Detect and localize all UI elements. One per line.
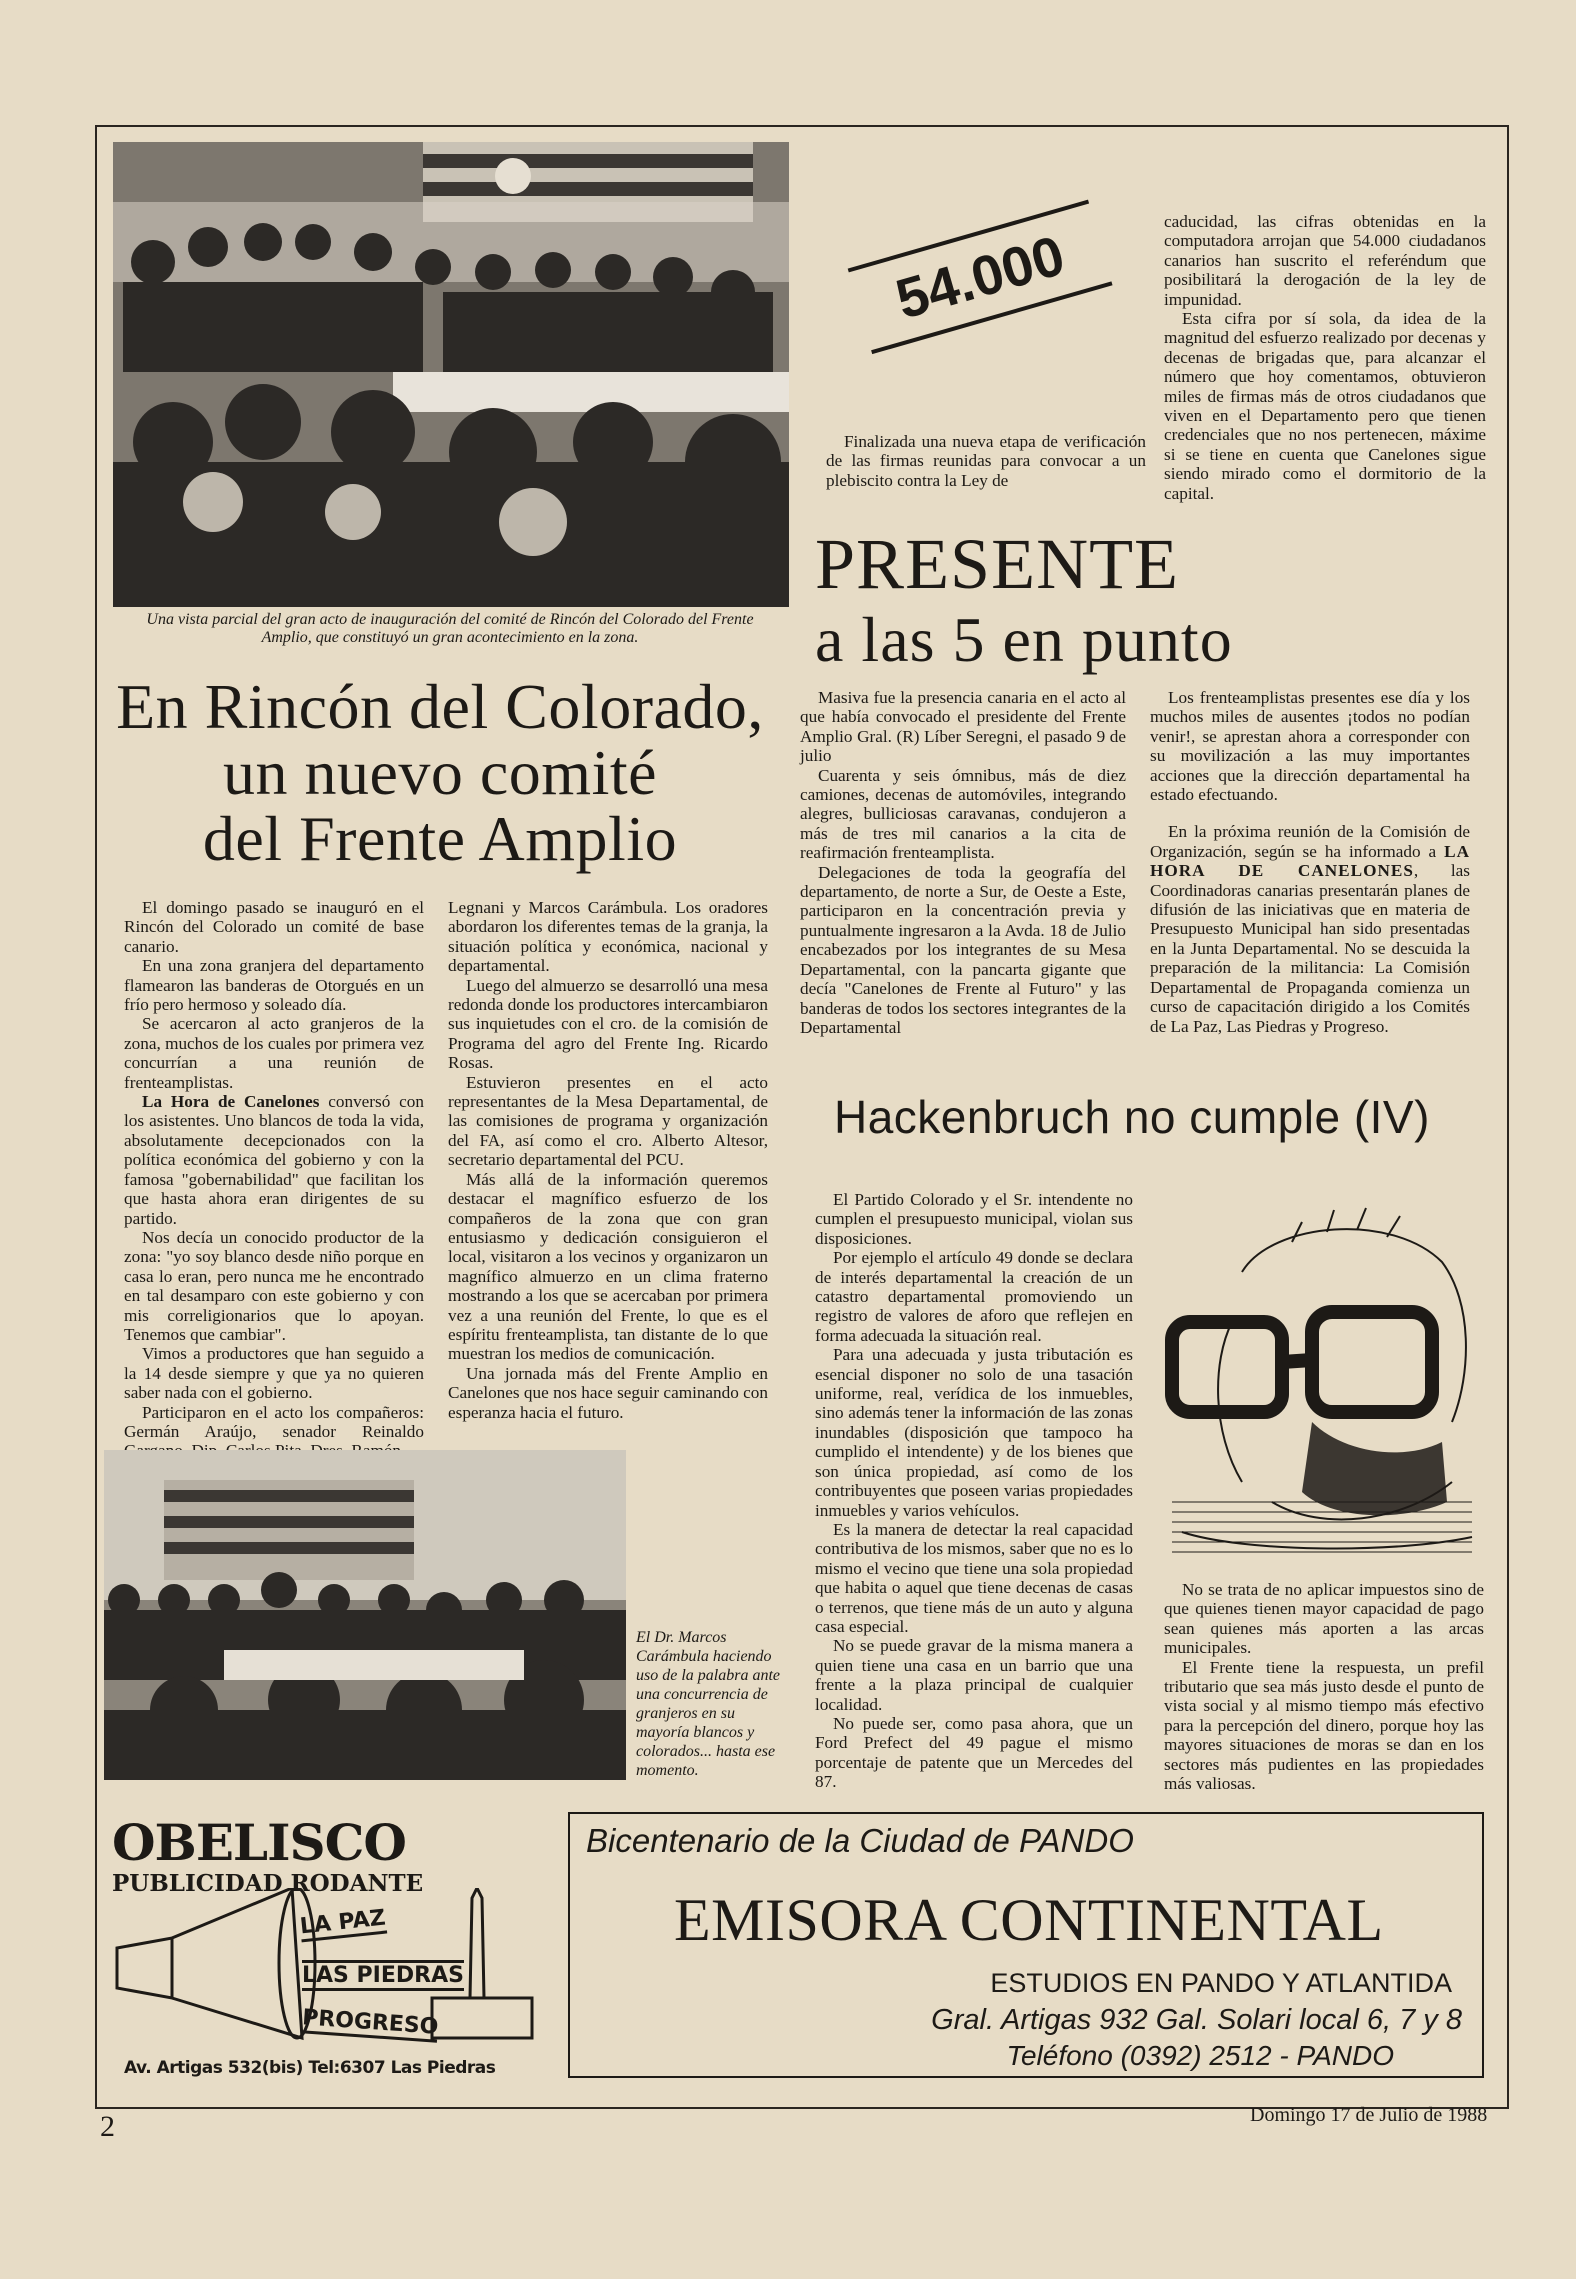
presente-col2-para-2: [1150, 822, 1470, 1035]
emisora-phone: Teléfono (0392) 2512 - PANDO: [1006, 2040, 1394, 2071]
firmas-intro-text: Finalizada una nueva etapa de verificación de las firmas reunidas para convocar a un plebiscito contra la Ley de: [826, 432, 1146, 490]
ad-obelisco: [112, 1813, 542, 2088]
presente-newspaper-name: LA HORA DE CANELONES: [1150, 841, 1470, 881]
obelisco-place-3: PROGRESO: [301, 2005, 439, 2042]
rincon-para-2: En una zona granjera del departamento flamearon las banderas de Otorgués en un frío pero hermoso y soleado día.: [124, 956, 424, 1015]
hack-para-4: Es la manera de detectar la real capacidad contributiva de los mismos, saber que no es lo mismo el vecino que tiene una sola propiedad que habita o aquel que tiene decenas de casas o terrenos, que tiene más de un auto y alguna casa especial.: [815, 1519, 1133, 1636]
hackenbruch-col-1: [815, 1190, 1133, 1792]
presente-col-2: [1150, 688, 1470, 1036]
rincon-col2-para-1: Luego del almuerzo se desarrolló una mesa redonda donde los productores intercambiaron sus inquietudes con el cro. de la comisión de Programa del agro del Frente Ing. Ricardo Rosas.: [448, 975, 768, 1073]
hack-para-6: No puede ser, como pasa ahora, que un Ford Prefect del 49 pague el mismo porcentaje de patente que un Mercedes del 87.: [815, 1713, 1133, 1792]
ad-emisora-continental: [568, 1812, 1484, 2078]
rincon-headline-line2: un nuevo comité: [222, 737, 658, 808]
rincon-para-5: Nos decía un conocido productor de la zona: "yo soy blanco desde niño porque en casa lo eran, pero nunca me he encontrado en tal desamparo con este gobierno y con mis correligionarios que lo apoyan. Tenemos que cambiar".: [124, 1227, 424, 1344]
rincon-headline: [100, 671, 780, 874]
rincon-col2-para-2: Estuvieron presentes en el acto representantes de la Mesa Departamental, de las comisiones de programa y organización del FA, así como el cro. Alberto Altesor, secretario departamental del PCU.: [448, 1072, 768, 1170]
rincon-para-1: El domingo pasado se inauguró en el Rincón del Colorado un comité de base canario.: [124, 898, 424, 956]
caricature-drawing: [1152, 1202, 1482, 1562]
photo-rincon-crowd: [113, 142, 789, 607]
emisora-address: Gral. Artigas 932 Gal. Solari local 6, 7 y 8: [931, 2004, 1462, 2036]
presente-col-1: [800, 688, 1126, 1037]
hack-para-3: Para una adecuada y justa tributación es esencial disponer no solo de una tasación uniforme, real, verídica de los inmuebles, sino además tener la información de las zonas inundables (disposición que tampoco ha cumplido el intendente) y de los bienes que son única propiedad, así como de los contribuyentes que poseen varias propiedades inmuebles y varios vehículos.: [815, 1345, 1133, 1520]
rincon-para-4-rest: conversó con los asistentes. Uno blancos de toda la vida, absolutamente decepcionados con la política económica del gobierno y con la famosa "gobernabilidad" que facilitan los que hasta ahora eran dirigentes de su partido.: [124, 1092, 424, 1228]
presente-headline-2: a las 5 en punto: [815, 604, 1233, 675]
rincon-col2-start: Legnani y Marcos Carámbula. Los oradores abordaron los diferentes temas de la granja, la situación política y económica, nacional y departamental.: [448, 898, 768, 976]
photo-carambula-speaking: [104, 1450, 626, 1780]
rincon-col2-para-4: Una jornada más del Frente Amplio en Canelones que nos hace seguir caminando con esperanza hacia el futuro.: [448, 1363, 768, 1422]
firmas-para-2: Esta cifra por sí sola, da idea de la magnitud del esfuerzo realizado por decenas y decenas de brigadas que, para alcanzar el número que hoy comentamos, obtuvieron miles de firmas más de otros ciudadanos que viven en el Departamento pero que tienen credenciales que no nos pertenecen, máxime si se tiene en cuenta que Canelones sigue siendo mirado como el dormitorio de la capital.: [1164, 309, 1486, 503]
hack-col2-para-2: El Frente tiene la respuesta, un prefil tributario que sea más justo desde el punto de vista social y al mismo tiempo más efectivo para la percepción del dinero, porque hoy las mayores situaciones de moras se dan en los sectores más pudientes en las propiedades más valiosas.: [1164, 1657, 1484, 1794]
rincon-col-2: [448, 898, 768, 1422]
rincon-headline-line3: del Frente Amplio: [202, 803, 678, 874]
obelisco-place-2: LAS PIEDRAS: [302, 1960, 464, 1991]
photo1-caption: Una vista parcial del gran acto de inauguración del comité de Rincón del Colorado del Frente Amplio, que constituyó un gran acontecimiento en la zona.: [146, 611, 754, 646]
rincon-col-1: [124, 898, 424, 1461]
presente-col2-para-2-start: En la próxima reunión de la Comisión de Organización, según se ha informado a: [1150, 822, 1470, 861]
rincon-para-6: Vimos a productores que han seguido a la 14 desde siempre y que ya no quieren saber nada con el gobierno.: [124, 1344, 424, 1403]
firmas-intro: [826, 432, 1146, 490]
photo2-caption: El Dr. Marcos Carámbula haciendo uso de la palabra ante una concurrencia de granjeros en su mayoría blancos y colorados... hasta ese momento.: [636, 1629, 780, 1779]
firmas-right-col: [1164, 212, 1486, 503]
rincon-headline-line1: En Rincón del Colorado,: [116, 671, 764, 742]
emisora-studios: ESTUDIOS EN PANDO Y ATLANTIDA: [990, 1968, 1452, 1998]
rincon-para-4: [124, 1092, 424, 1228]
presente-para-1: Masiva fue la presencia canaria en el acto al que había convocado el presidente del Frente Amplio Gral. (R) Líber Seregni, el pasado 9 de julio: [800, 688, 1126, 766]
hack-para-5: No se puede gravar de la misma manera a quien tiene una casa en un barrio que una frente a la plaza principal de cualquier localidad.: [815, 1636, 1133, 1714]
stamp-54000: [858, 223, 1108, 342]
presente-col2-para-1: Los frenteamplistas presentes ese día y los muchos miles de ausentes ¡todos no podían venir!, se aprestan ahora a corresponder con su movilización a las muy importantes acciones que la dirección departamental ha estado efectuando.: [1150, 688, 1470, 805]
hack-para-1: El Partido Colorado y el Sr. intendente no cumplen el presupuesto municipal, violan sus disposiciones.: [815, 1190, 1133, 1248]
obelisco-place-1: LA PAZ: [299, 1906, 387, 1943]
obelisco-sub: PUBLICIDAD RODANTE: [112, 1870, 424, 1897]
presente-para-3: Delegaciones de toda la geografía del departamento, de norte a Sur, de Oeste a Este, participaron en la concentración previa y puntualmente ingresaron a la Avda. 18 de Julio encabezados por los integrantes de su Mesa Departamental, con la pancarta gigante que decía "Canelones de Frente al Futuro" y las banderas de todos los sectores integrantes de la Departamental: [800, 862, 1126, 1037]
stamp-number: 54.000: [889, 223, 1072, 331]
firmas-para-1: caducidad, las cifras obtenidas en la computadora arrojan que 54.000 ciudadanos canarios han suscrito el referéndum que posibilitará la derogación de la ley de impunidad.: [1164, 212, 1486, 309]
hackenbruch-headline: Hackenbruch no cumple (IV): [834, 1091, 1430, 1143]
rincon-col2-para-3: Más allá de la información queremos destacar el magnífico esfuerzo de los compañeros de la zona que con gran entusiasmo y dedicación consiguieron el local, visitaron a los vecinos y organizaron un magnífico almuerzo en un clima fraterno mostrando a los que se acercaban por primera vez a una reunión del Frente, lo que es el espíritu frenteamplista, tan distante de lo que muestran los medios de comunicación.: [448, 1169, 768, 1364]
rincon-para-3: Se acercaron al acto granjeros de la zona, muchos de los cuales por primera vez concurrían a una reunión de frenteamplistas.: [124, 1014, 424, 1092]
rincon-newspaper-name: La Hora de Canelones: [142, 1092, 320, 1112]
rincon-para-7: Participaron en el acto los compañeros: Germán Araújo, senador Reinaldo: [124, 1402, 424, 1441]
hack-para-2: Por ejemplo el artículo 49 donde se declara de interés departamental la creación de un catastro departamental promoviendo un registro de valores de aforo que reflejen en forma adecuada la situación real.: [815, 1248, 1133, 1345]
presente-headline-1: PRESENTE: [815, 524, 1180, 604]
hack-col2-para-1: No se trata de no aplicar impuestos sino de que quienes tienen mayor capacidad de pago sean quienes más aporten a las arcas municipales.: [1164, 1580, 1484, 1658]
page-number: 2: [100, 2110, 115, 2143]
presente-para-2: Cuarenta y seis ómnibus, más de diez camiones, decenas de automóviles, integrando alegres, bulliciosas caravanas, condujeron a más de tres mil canarios a la cita de reafirmación frenteamplista.: [800, 765, 1126, 863]
hackenbruch-col-2: [1164, 1580, 1484, 1793]
obelisco-address: Av. Artigas 532(bis) Tel:6307 Las Piedras: [124, 2058, 496, 2078]
emisora-name: EMISORA CONTINENTAL: [674, 1887, 1384, 1953]
presente-col2-para-2-rest: , las Coordinadoras canarias presentarán planes de difusión de las iniciativas que en materia de Presupuesto Municipal han sido presentadas en la Junta Departamental. No se descuida la preparación de la militancia: La Comisión Departamental de Propaganda comienza un curso de capacitación dirigido a los Comités de La Paz, Las Piedras y Progreso.: [1150, 861, 1470, 1036]
page-date: Domingo 17 de Julio de 1988: [1250, 2104, 1488, 2126]
emisora-tagline: Bicentenario de la Ciudad de PANDO: [586, 1822, 1134, 1859]
obelisco-name: OBELISCO: [112, 1813, 406, 1872]
